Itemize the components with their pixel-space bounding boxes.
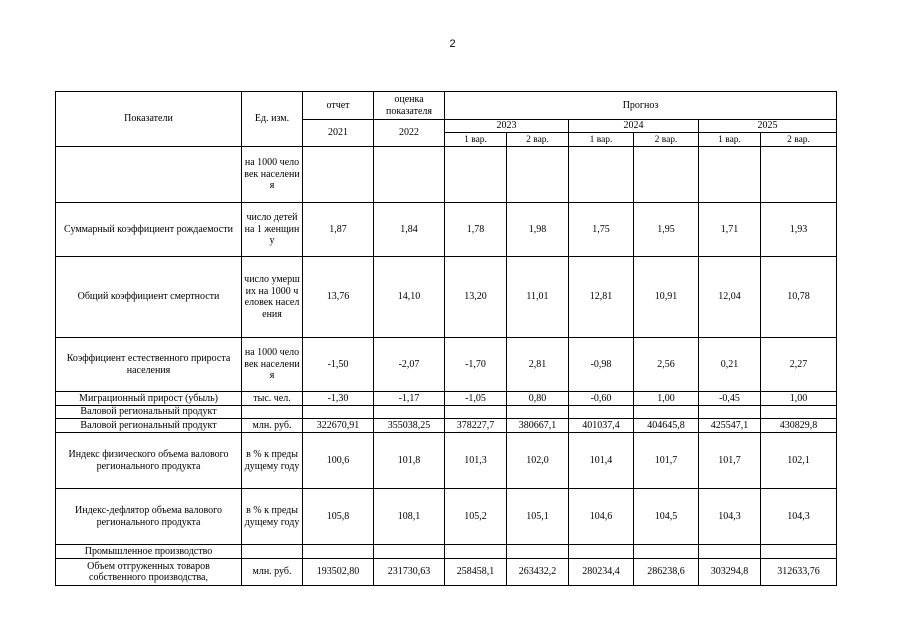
row-indicator: Индекс физического объема валового регионального продукта (56, 433, 242, 489)
header-year-2021: 2021 (303, 120, 374, 147)
value-cell: -1,30 (303, 392, 374, 406)
value-cell: 231730,63 (374, 559, 445, 586)
header-2024-var2: 2 вар. (634, 133, 699, 147)
section-heading: Валовой региональный продукт (56, 406, 242, 419)
value-cell: 1,75 (569, 203, 634, 257)
value-cell: 101,4 (569, 433, 634, 489)
forecast-table (55, 91, 837, 586)
row-unit: число детей на 1 женщину (242, 203, 303, 257)
value-cell: 104,3 (699, 489, 761, 545)
value-cell: -1,05 (445, 392, 507, 406)
row-indicator: Коэффициент естественного прироста населения (56, 338, 242, 392)
header-estimate: оценка показателя (374, 92, 445, 120)
value-cell: 380667,1 (507, 419, 569, 433)
value-cell (374, 147, 445, 203)
header-unit: Ед. изм. (242, 92, 303, 147)
value-cell: 1,71 (699, 203, 761, 257)
value-cell: 104,5 (634, 489, 699, 545)
value-cell: 2,27 (761, 338, 837, 392)
header-year-2022: 2022 (374, 120, 445, 147)
value-cell (303, 147, 374, 203)
page-number: 2 (449, 38, 456, 50)
value-cell (445, 147, 507, 203)
value-cell: 430829,8 (761, 419, 837, 433)
value-cell: 14,10 (374, 257, 445, 338)
value-cell: 193502,80 (303, 559, 374, 586)
value-cell (699, 147, 761, 203)
value-cell: 10,78 (761, 257, 837, 338)
header-report: отчет (303, 92, 374, 120)
value-cell: 280234,4 (569, 559, 634, 586)
row-indicator: Общий коэффициент смертности (56, 257, 242, 338)
value-cell (761, 147, 837, 203)
value-cell: 105,1 (507, 489, 569, 545)
value-cell: -0,60 (569, 392, 634, 406)
value-cell: -2,07 (374, 338, 445, 392)
header-2023-var2: 2 вар. (507, 133, 569, 147)
row-unit: на 1000 человек населения (242, 147, 303, 203)
value-cell: 101,3 (445, 433, 507, 489)
header-forecast: Прогноз (445, 92, 837, 120)
value-cell: 11,01 (507, 257, 569, 338)
value-cell: 1,98 (507, 203, 569, 257)
value-cell (634, 147, 699, 203)
value-cell: 303294,8 (699, 559, 761, 586)
table-row (56, 147, 837, 203)
table-row (56, 419, 837, 433)
value-cell: 1,93 (761, 203, 837, 257)
value-cell: 1,78 (445, 203, 507, 257)
value-cell: 105,8 (303, 489, 374, 545)
value-cell: 355038,25 (374, 419, 445, 433)
header-year-2023: 2023 (445, 120, 569, 133)
value-cell: 104,6 (569, 489, 634, 545)
value-cell: 425547,1 (699, 419, 761, 433)
value-cell: -1,50 (303, 338, 374, 392)
row-unit: в % к предыдущему году (242, 433, 303, 489)
value-cell: 404645,8 (634, 419, 699, 433)
value-cell: 263432,2 (507, 559, 569, 586)
value-cell: 12,81 (569, 257, 634, 338)
table-row (56, 257, 837, 338)
section-heading: Промышленное производство (56, 545, 242, 559)
section-row (56, 406, 837, 419)
row-indicator: Валовой региональный продукт (56, 419, 242, 433)
table-row (56, 489, 837, 545)
value-cell: 101,7 (699, 433, 761, 489)
value-cell: 102,0 (507, 433, 569, 489)
table-row (56, 392, 837, 406)
value-cell: 1,00 (634, 392, 699, 406)
value-cell: 1,00 (761, 392, 837, 406)
value-cell: 401037,4 (569, 419, 634, 433)
value-cell: 1,84 (374, 203, 445, 257)
value-cell: 2,56 (634, 338, 699, 392)
value-cell: 12,04 (699, 257, 761, 338)
row-unit: млн. руб. (242, 419, 303, 433)
table-row (56, 433, 837, 489)
section-row (56, 545, 837, 559)
value-cell: 0,80 (507, 392, 569, 406)
header-2025-var2: 2 вар. (761, 133, 837, 147)
table-row (56, 203, 837, 257)
value-cell: 1,95 (634, 203, 699, 257)
table-row (56, 338, 837, 392)
value-cell: 2,81 (507, 338, 569, 392)
value-cell: 0,21 (699, 338, 761, 392)
value-cell: 1,87 (303, 203, 374, 257)
header-year-2025: 2025 (699, 120, 837, 133)
value-cell: -0,45 (699, 392, 761, 406)
value-cell: 13,20 (445, 257, 507, 338)
value-cell: -1,70 (445, 338, 507, 392)
value-cell: 108,1 (374, 489, 445, 545)
value-cell: 102,1 (761, 433, 837, 489)
value-cell: 100,6 (303, 433, 374, 489)
row-unit: на 1000 человек населения (242, 338, 303, 392)
row-unit: млн. руб. (242, 559, 303, 586)
header-2023-var1: 1 вар. (445, 133, 507, 147)
value-cell: 10,91 (634, 257, 699, 338)
header-indicator: Показатели (56, 92, 242, 147)
row-indicator: Суммарный коэффициент рождаемости (56, 203, 242, 257)
value-cell: 104,3 (761, 489, 837, 545)
value-cell (569, 147, 634, 203)
header-2024-var1: 1 вар. (569, 133, 634, 147)
value-cell: 286238,6 (634, 559, 699, 586)
header-2025-var1: 1 вар. (699, 133, 761, 147)
table-row (56, 559, 837, 586)
row-indicator: Объем отгруженных товаров собственного производства, (56, 559, 242, 586)
row-unit: тыс. чел. (242, 392, 303, 406)
header-year-2024: 2024 (569, 120, 699, 133)
row-unit: число умерших на 1000 человек населения (242, 257, 303, 338)
value-cell: 258458,1 (445, 559, 507, 586)
value-cell (507, 147, 569, 203)
value-cell: 312633,76 (761, 559, 837, 586)
value-cell: 105,2 (445, 489, 507, 545)
row-unit: в % к предыдущему году (242, 489, 303, 545)
row-indicator: Индекс-дефлятор объема валового регионального продукта (56, 489, 242, 545)
value-cell: 13,76 (303, 257, 374, 338)
value-cell: 322670,91 (303, 419, 374, 433)
value-cell: 101,8 (374, 433, 445, 489)
value-cell: 101,7 (634, 433, 699, 489)
row-indicator: Миграционный прирост (убыль) (56, 392, 242, 406)
value-cell: -0,98 (569, 338, 634, 392)
value-cell: -1,17 (374, 392, 445, 406)
row-indicator (56, 147, 242, 203)
value-cell: 378227,7 (445, 419, 507, 433)
